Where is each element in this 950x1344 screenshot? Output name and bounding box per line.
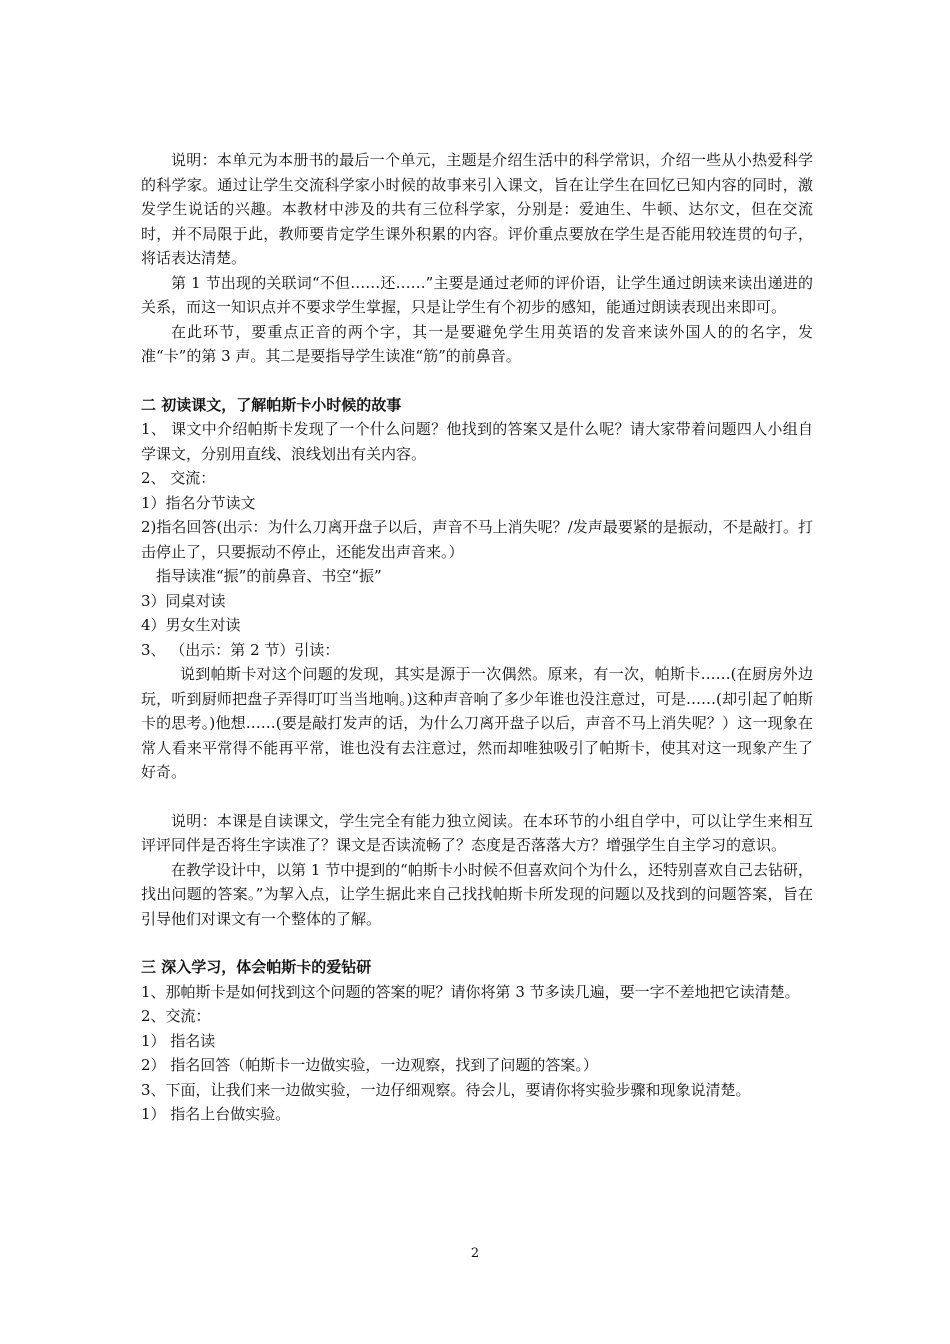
note-paragraph: 在此环节，要重点正音的两个字，其一是要避免学生用英语的发音来读外国人的的名字，发准“卡”的第 3 声。其二是要指导学生读准“筋”的前鼻音。 (141, 322, 813, 365)
step-item: 2)指名回答(出示：为什么刀离开盘子以后，声音不马上消失呢？/发声最要紧的是振动，不是敲打。打击停止了，只要振动不停止，还能发出声音来。） (141, 518, 813, 561)
step-item: 1、那帕斯卡是如何找到这个问题的答案的呢？请你将第 3 节多读几遍，要一字不差地把它读清楚。 (141, 982, 800, 1001)
section-heading: 二 初读课文，了解帕斯卡小时候的故事 (141, 395, 402, 414)
page-number: 2 (470, 1246, 480, 1261)
step-item: 3）同桌对读 (141, 591, 226, 610)
step-item: 1） 指名上台做实验。 (141, 1105, 291, 1123)
step-item: 4）男女生对读 (141, 616, 241, 634)
spacer (141, 931, 813, 955)
step-item: 2、交流： (141, 1007, 211, 1025)
section-heading: 三 深入学习，体会帕斯卡的爱钻研 (141, 958, 372, 976)
note-paragraph: 在教学设计中，以第 1 节中提到的“帕斯卡小时候不但喜欢问个为什么，还特别喜欢自己去钻研，找出问题的答案。”为挈入点，让学生据此来自己找找帕斯卡所发现的问题以及找到的问题答案，旨在引导他们对课文有一个整体的了解。 (141, 860, 813, 928)
spacer (141, 785, 813, 809)
note-paragraph: 说明：本单元为本册书的最后一个单元，主题是介绍生活中的科学常识，介绍一些从小热爱科学的科学家。通过让学生交流科学家小时候的故事来引入课文，旨在让学生在回忆已知内容的同时，激发学生说话的兴趣。本教材中涉及的共有三位科学家，分别是：爱迪生、牛顿、达尔文，但在交流时，并不局限于此，教师要肯定学生课外积累的内容。评价重点要放在学生是否能用较连贯的句子，将话表达清楚。 (141, 151, 813, 267)
step-item: 2、 交流： (141, 469, 216, 487)
step-item: 2） 指名回答（帕斯卡一边做实验，一边观察，找到了问题的答案。） (141, 1056, 598, 1074)
step-item: 1） 指名读 (141, 1031, 216, 1050)
note-paragraph: 说明：本课是自读课文，学生完全有能力独立阅读。在本环节的小组自学中，可以让学生来相互评评同伴是否将生字读准了？课文是否读流畅了？态度是否落落大方？增强学生自主学习的意识。 (141, 811, 813, 854)
step-item: 1）指名分节读文 (141, 493, 256, 512)
step-item: 3、 （出示：第 2 节）引读： (141, 640, 340, 659)
narration-paragraph: 说到帕斯卡对这个问题的发现，其实是源于一次偶然。原来，有一次，帕斯卡……(在厨房外边玩，听到厨师把盘子弄得叮叮当当地响。)这种声音响了多少年谁也没注意过，可是……(却引起了帕斯卡的思考。)他想……(要是敲打发声的话，为什么刀离开盘子以后，声音不马上消失呢？）这一现象在常人看来平常得不能再平常，谁也没有去注意过，然而却唯独吸引了帕斯卡，使其对这一现象产生了好奇。 (141, 665, 813, 781)
step-item: 1、 课文中介绍帕斯卡发现了一个什么问题？他找到的答案又是什么呢？请大家带着问题四人小组自学课文，分别用直线、浪线划出有关内容。 (141, 420, 813, 463)
step-item: 指导读准“振”的前鼻音、书空“振” (156, 567, 382, 585)
document-body (141, 148, 813, 1127)
note-paragraph: 第 1 节出现的关联词“不但……还……”主要是通过老师的评价语，让学生通过朗读来读出递进的关系，而这一知识点并不要求学生掌握，只是让学生有个初步的感知，能通过朗读表现出来即可。 (141, 273, 813, 316)
spacer (141, 369, 813, 393)
step-item: 3、下面，让我们来一边做实验，一边仔细观察。待会儿，要请你将实验步骤和现象说清楚。 (141, 1080, 751, 1099)
